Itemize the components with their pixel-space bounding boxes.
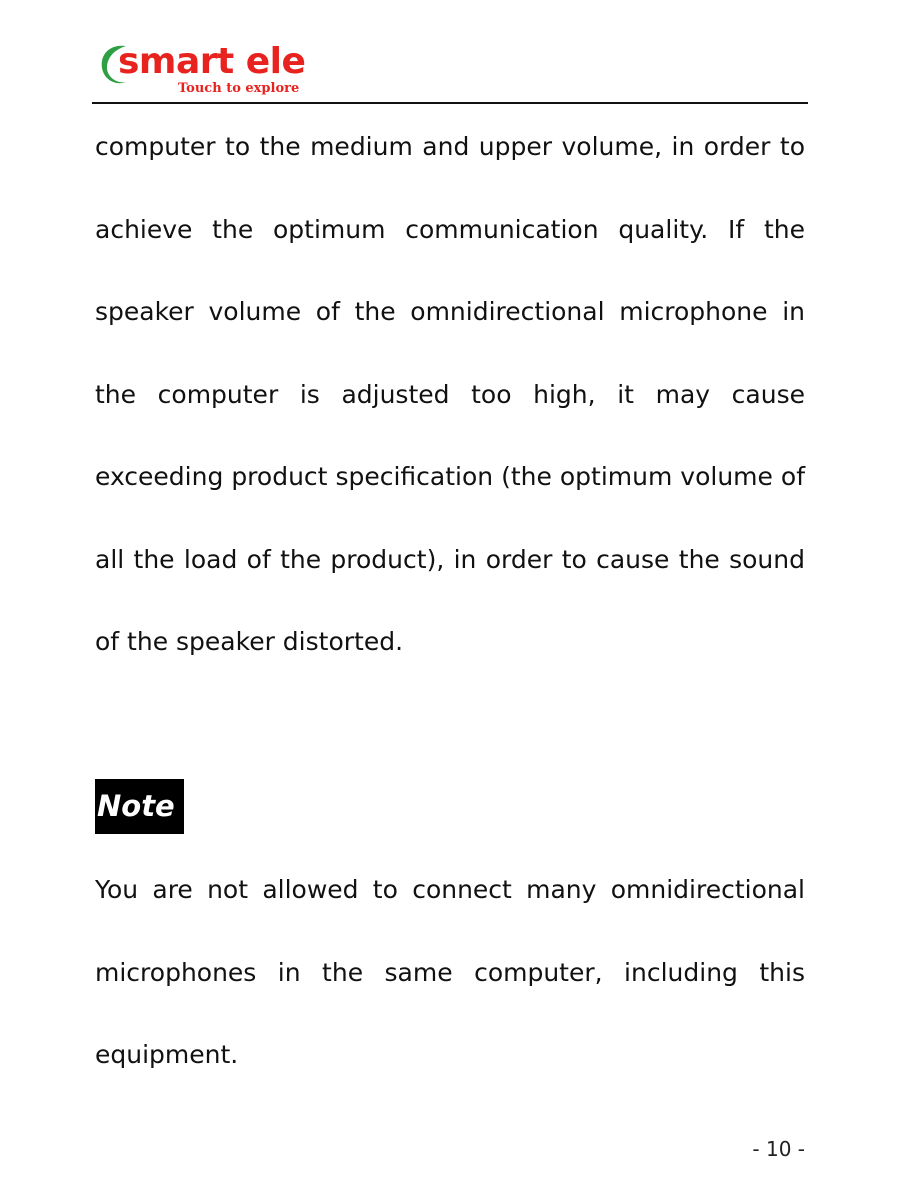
brand-tagline: Touch to explore (178, 81, 300, 96)
brand-name: smart ele (118, 41, 306, 82)
page-header (92, 36, 808, 104)
body-paragraph-2: You are not allowed to connect many omnidirectional microphones in the same computer, including this equipment. (95, 875, 805, 1069)
body-paragraph-1: computer to the medium and upper volume, in order to achieve the optimum communication quality. If the speaker volume of the omnidirectional microphone in the computer is adjusted too high, it may cause exceeding product specification (the optimum volume of all the load of the product), in order to cause the sound of the speaker distorted. (95, 132, 805, 656)
page-number: - 10 - (752, 1137, 805, 1161)
brand-logo (96, 36, 316, 100)
header-divider (92, 102, 808, 104)
note-label: Note (95, 779, 184, 834)
